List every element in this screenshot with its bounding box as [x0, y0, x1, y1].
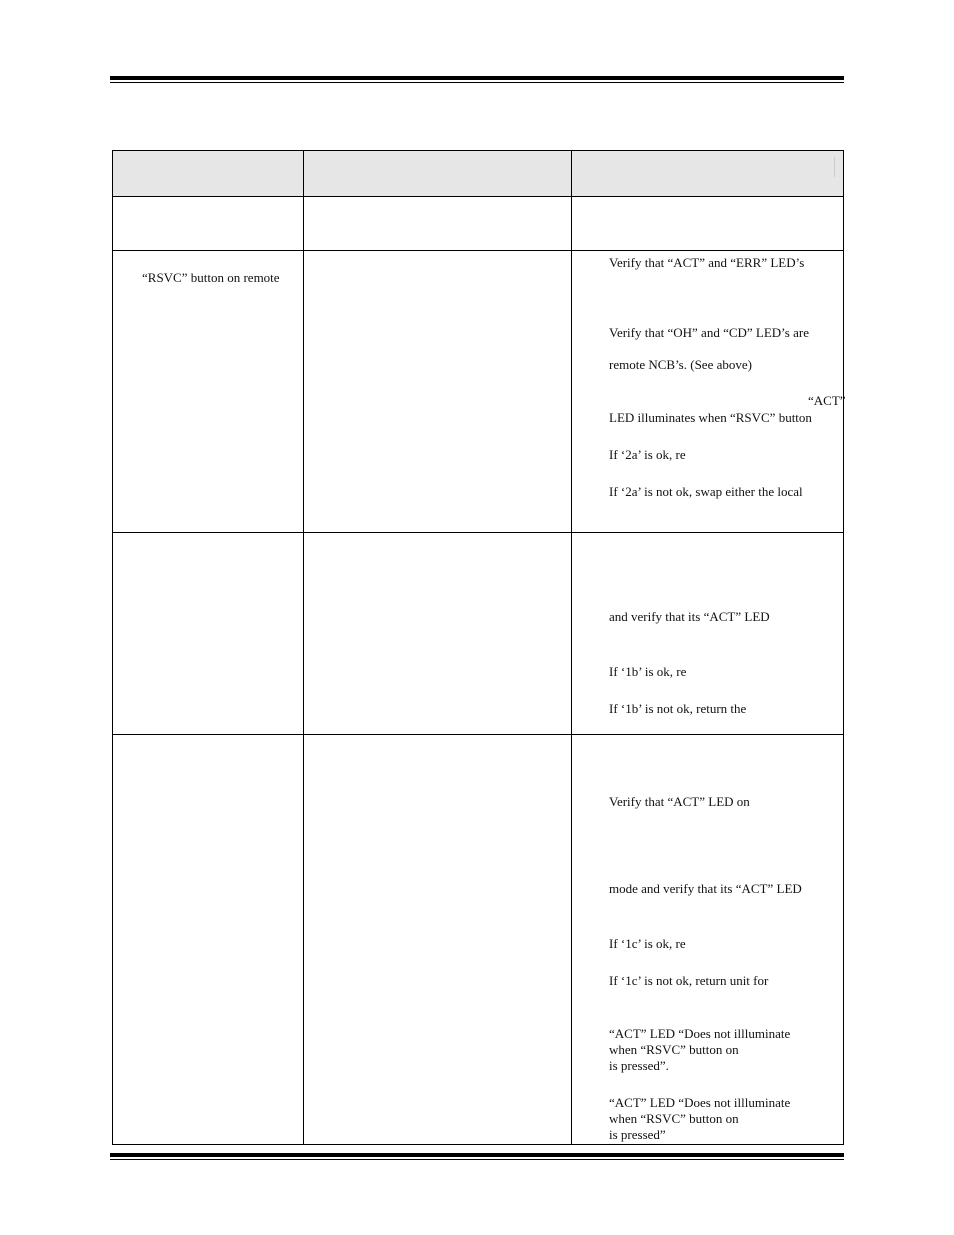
symptom-text: “RSVC” button on remote	[142, 270, 280, 285]
action-text: If ‘1c’ is ok, re	[609, 936, 686, 951]
table-cell	[113, 735, 304, 1145]
action-text: when “RSVC” button on	[609, 1111, 739, 1126]
cell-edge-mark	[834, 157, 835, 177]
action-text: If ‘2a’ is ok, re	[609, 447, 686, 462]
table-cell	[304, 533, 572, 735]
action-text: Verify that “OH” and “CD” LED’s are	[609, 325, 809, 340]
action-text: “ACT” LED “Does not illluminate	[609, 1026, 791, 1041]
table-row	[113, 533, 844, 735]
action-text: mode and verify that its “ACT” LED	[609, 881, 802, 896]
action-text: If ‘1b’ is ok, re	[609, 664, 687, 679]
action-text: “ACT” LED “Does not illluminate	[609, 1095, 791, 1110]
action-text: remote NCB’s. (See above)	[609, 357, 752, 372]
table-cell	[113, 251, 304, 533]
table-row	[113, 197, 844, 251]
header-rule-thin	[110, 82, 844, 83]
table-cell	[304, 251, 572, 533]
action-text: Verify that “ACT” LED on	[609, 794, 750, 809]
footer-rule-thick	[110, 1153, 844, 1157]
table-cell	[572, 197, 844, 251]
action-text: is pressed”.	[609, 1058, 669, 1073]
table-row	[113, 735, 844, 1145]
action-text: “ACT”	[808, 393, 846, 408]
table-cell	[304, 735, 572, 1145]
footer-rule-thin	[110, 1159, 844, 1160]
action-text: LED illuminates when “RSVC” button	[609, 410, 812, 425]
table-row	[113, 251, 844, 533]
table-cell	[304, 197, 572, 251]
table-cell	[572, 251, 844, 533]
table-cell	[572, 533, 844, 735]
table-cell	[572, 735, 844, 1145]
action-text: is pressed”	[609, 1127, 666, 1142]
table-cell	[113, 533, 304, 735]
table-header-row	[113, 151, 844, 197]
header-rule-thick	[110, 76, 844, 80]
troubleshooting-table	[112, 150, 844, 1145]
header-cell-symptom	[113, 151, 304, 197]
action-text: If ‘1c’ is not ok, return unit for	[609, 973, 769, 988]
action-text: when “RSVC” button on	[609, 1042, 739, 1057]
action-text: If ‘1b’ is not ok, return the	[609, 701, 747, 716]
header-cell-action	[572, 151, 844, 197]
table-cell	[113, 197, 304, 251]
action-text: Verify that “ACT” and “ERR” LED’s	[609, 255, 805, 270]
header-cell-cause	[304, 151, 572, 197]
action-text: If ‘2a’ is not ok, swap either the local	[609, 484, 803, 499]
action-text: and verify that its “ACT” LED	[609, 609, 770, 624]
